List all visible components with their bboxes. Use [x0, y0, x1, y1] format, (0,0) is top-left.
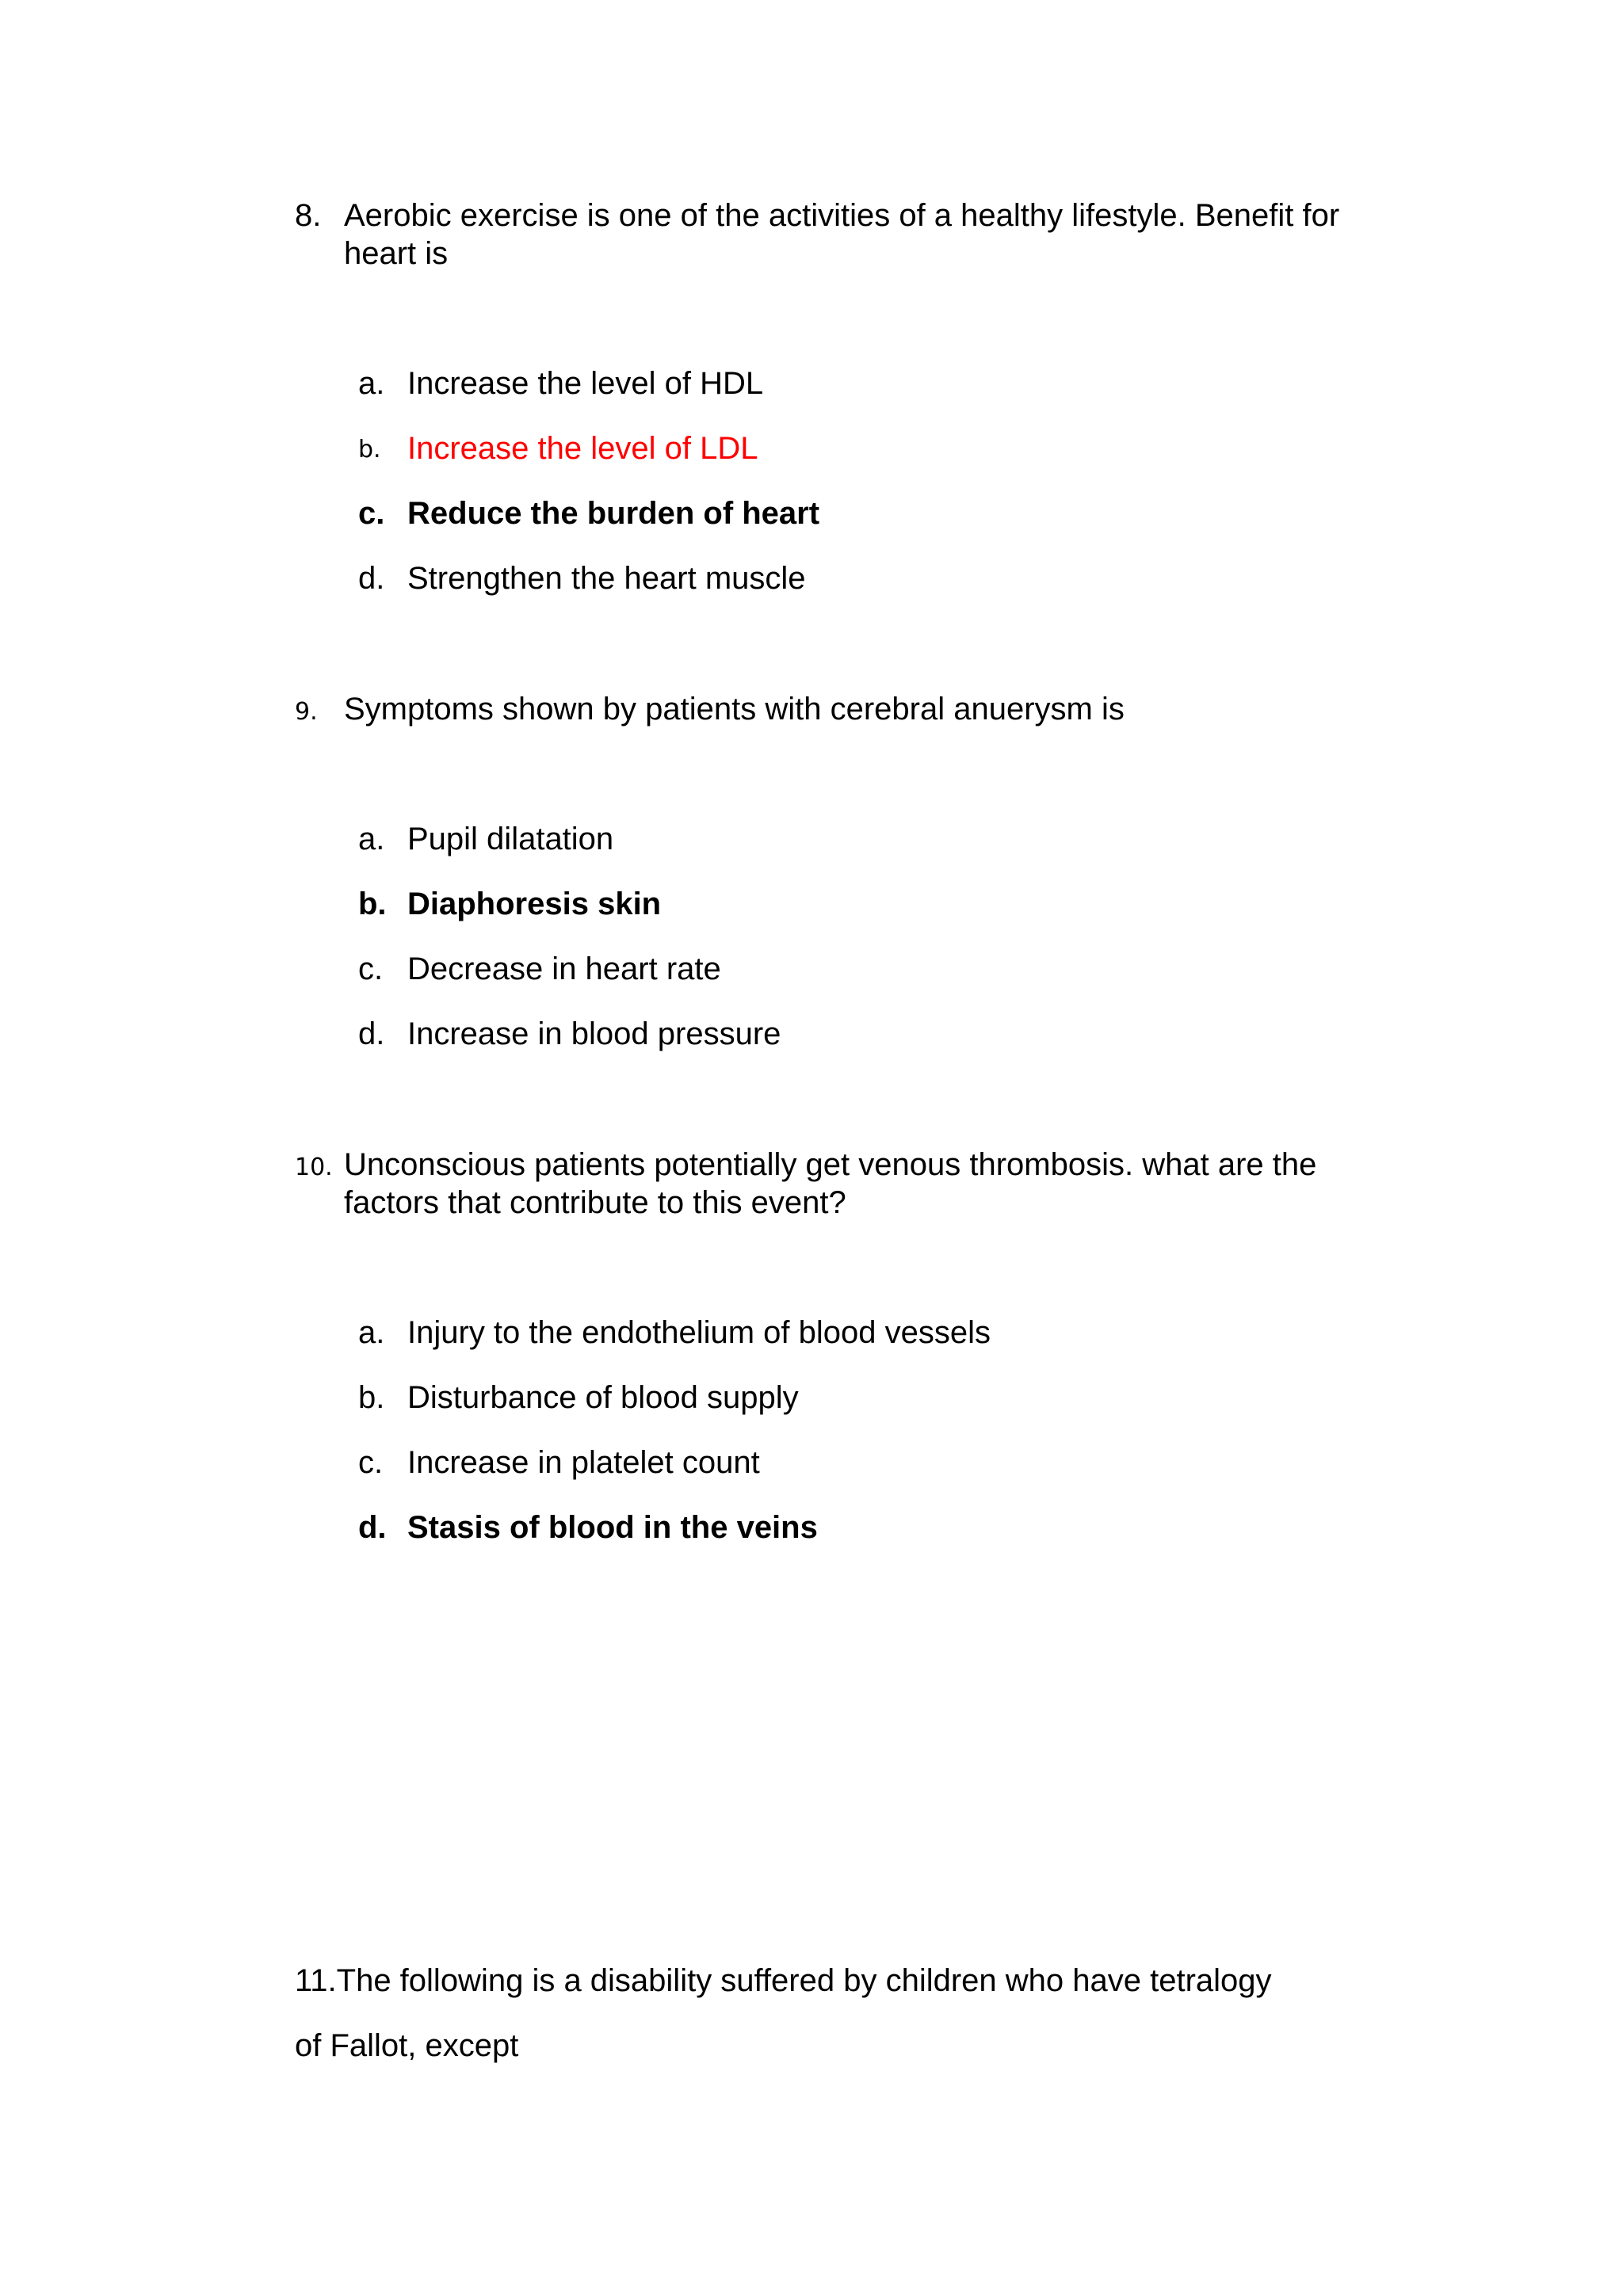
option-text: Strengthen the heart muscle	[407, 561, 806, 596]
option-letter: c.	[358, 952, 384, 986]
option-letter: c.	[358, 1445, 384, 1480]
option-letter: a.	[358, 822, 385, 856]
option-letter: a.	[358, 366, 385, 401]
option-text: Pupil dilatation	[407, 822, 614, 856]
option-letter: d.	[358, 1016, 385, 1051]
option-text: Increase the level of HDL	[407, 366, 764, 401]
option-10a	[358, 1314, 991, 1352]
option-9d	[358, 1015, 781, 1053]
option-text: Decrease in heart rate	[407, 952, 721, 986]
question-number: 11.	[295, 1963, 337, 1998]
option-text: Increase the level of LDL	[407, 431, 758, 466]
question-11-continued	[295, 2028, 518, 2064]
question-11	[295, 1963, 1272, 1999]
option-letter: b.	[358, 1380, 385, 1415]
question-number: 9.	[295, 698, 318, 726]
option-8d	[358, 559, 806, 597]
option-letter: c.	[358, 496, 385, 531]
question-text: Aerobic exercise is one of the activities of a healthy lifestyle. Benefit for heart is	[344, 198, 1340, 271]
option-letter: d.	[358, 561, 385, 596]
option-9c	[358, 950, 721, 988]
question-10	[295, 1146, 1388, 1222]
option-text: Disturbance of blood supply	[407, 1380, 799, 1415]
option-10b	[358, 1379, 799, 1417]
option-8b	[358, 429, 758, 467]
option-text: Injury to the endothelium of blood vessels	[407, 1315, 991, 1350]
option-10d	[358, 1508, 818, 1547]
option-text: Increase in platelet count	[407, 1445, 760, 1480]
question-number: 8.	[295, 198, 322, 233]
question-9	[295, 690, 1388, 728]
option-text: Diaphoresis skin	[407, 887, 662, 921]
option-letter: b.	[358, 887, 387, 921]
option-10c	[358, 1444, 760, 1482]
question-text: Symptoms shown by patients with cerebral anuerysm is	[344, 692, 1125, 727]
option-text: Increase in blood pressure	[407, 1016, 781, 1051]
option-text: Reduce the burden of heart	[407, 496, 820, 531]
question-text-line2: of Fallot, except	[295, 2028, 519, 2063]
option-9a	[358, 820, 613, 858]
option-letter: a.	[358, 1315, 385, 1350]
option-8c	[358, 494, 819, 532]
question-text: Unconscious patients potentially get venous thrombosis. what are the factors that contribute to this event?	[344, 1147, 1317, 1220]
question-8	[295, 196, 1388, 273]
option-8a	[358, 364, 763, 402]
question-number: 10.	[295, 1154, 333, 1181]
question-text-line1: The following is a disability suffered by children who have tetralogy	[336, 1963, 1272, 1998]
option-9b	[358, 885, 661, 923]
option-text: Stasis of blood in the veins	[407, 1510, 818, 1545]
option-letter: d.	[358, 1510, 387, 1545]
option-letter: b.	[358, 436, 381, 463]
